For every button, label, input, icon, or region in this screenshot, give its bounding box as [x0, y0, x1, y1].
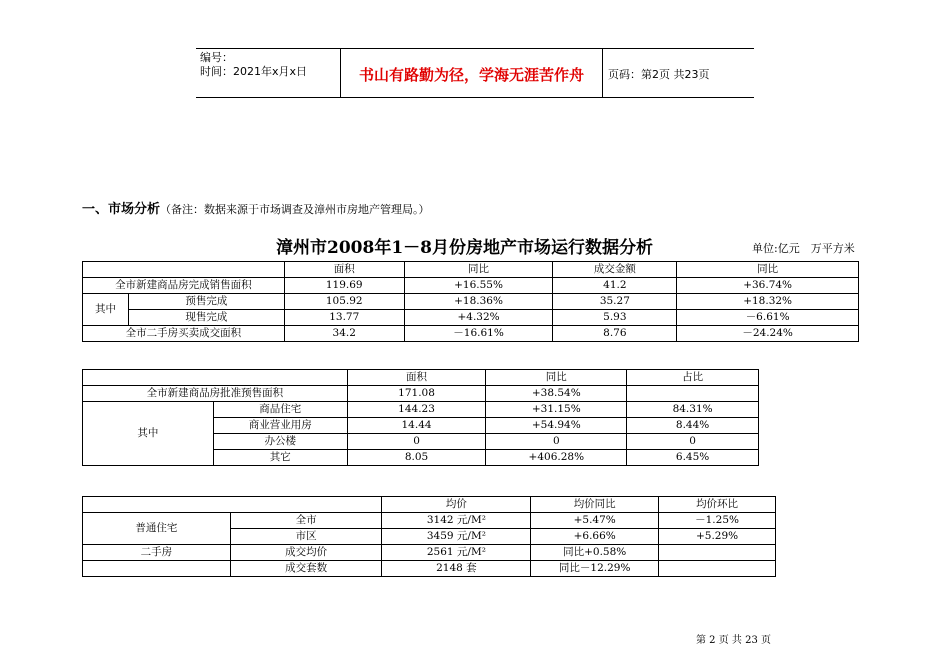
row-label: 现售完成 — [128, 310, 284, 326]
group-label: 普通住宅 — [83, 513, 231, 545]
table-cell: －6.61% — [677, 310, 859, 326]
price-table — [82, 496, 776, 577]
table-cell: 3459 元/M² — [382, 529, 531, 545]
table-header-cell: 同比 — [486, 370, 627, 386]
table-cell: +18.36% — [404, 294, 553, 310]
group-label: 二手房 — [83, 545, 231, 561]
table-header-cell: 均价同比 — [531, 497, 659, 513]
table-row — [83, 513, 776, 529]
page-header — [196, 48, 754, 98]
table-cell: +4.32% — [404, 310, 553, 326]
table-row — [83, 278, 859, 294]
row-label: 全市二手房买卖成交面积 — [83, 326, 285, 342]
table-header-cell: 均价 — [382, 497, 531, 513]
table-cell: 14.44 — [347, 418, 486, 434]
table-cell: 2561 元/M² — [382, 545, 531, 561]
presale-table — [82, 369, 759, 466]
row-label: 商业营业用房 — [213, 418, 347, 434]
section-heading — [82, 198, 430, 217]
group-label: 其中 — [83, 294, 129, 326]
row-label: 成交均价 — [230, 545, 382, 561]
table-row — [83, 386, 759, 402]
table-cell: 84.31% — [627, 402, 759, 418]
table-cell — [83, 561, 231, 577]
table-cell: 2148 套 — [382, 561, 531, 577]
code-label: 编号： — [200, 51, 233, 64]
header-meta — [200, 51, 307, 79]
table-header-row — [83, 497, 776, 513]
table-cell: 34.2 — [284, 326, 404, 342]
table-cell: +18.32% — [677, 294, 859, 310]
report-title: 漳州市2008年1－8月份房地产市场运行数据分析 — [276, 238, 653, 258]
table-row — [83, 402, 759, 418]
table-cell: 5.93 — [553, 310, 677, 326]
table-cell: +36.74% — [677, 278, 859, 294]
table-cell: 144.23 — [347, 402, 486, 418]
table-header-row — [83, 370, 759, 386]
table-cell — [627, 386, 759, 402]
table-cell: 6.45% — [627, 450, 759, 466]
table-cell: +38.54% — [486, 386, 627, 402]
table-cell: 13.77 — [284, 310, 404, 326]
table-cell — [659, 545, 776, 561]
header-motto: 书山有路勤为径，学海无涯苦作舟 — [358, 66, 584, 84]
table-cell: 105.92 — [284, 294, 404, 310]
table-header-row — [83, 262, 859, 278]
row-label: 办公楼 — [213, 434, 347, 450]
table-cell: －1.25% — [659, 513, 776, 529]
page-footer: 第 2 页 共 23 页 — [696, 635, 771, 646]
group-label: 其中 — [83, 402, 214, 466]
table-cell: +16.55% — [404, 278, 553, 294]
table-cell: －16.61% — [404, 326, 553, 342]
table-row — [83, 545, 776, 561]
table-cell — [83, 497, 382, 513]
table-header-cell: 面积 — [347, 370, 486, 386]
table-cell: +6.66% — [531, 529, 659, 545]
row-label: 商品住宅 — [213, 402, 347, 418]
section-title: 一、市场分析 — [82, 202, 161, 217]
table-cell: +54.94% — [486, 418, 627, 434]
header-divider — [602, 49, 603, 97]
table-row — [83, 294, 859, 310]
row-label: 成交套数 — [230, 561, 382, 577]
table-cell: 8.44% — [627, 418, 759, 434]
table-cell: 同比－12.29% — [531, 561, 659, 577]
table-header-cell: 同比 — [677, 262, 859, 278]
row-label: 预售完成 — [128, 294, 284, 310]
row-label: 全市新建商品房完成销售面积 — [83, 278, 285, 294]
table-row — [83, 310, 859, 326]
row-label: 全市新建商品房批准预售面积 — [83, 386, 348, 402]
table-cell: 8.76 — [553, 326, 677, 342]
table-cell: +406.28% — [486, 450, 627, 466]
table-cell: 0 — [627, 434, 759, 450]
row-label: 市区 — [230, 529, 382, 545]
table-cell — [83, 262, 285, 278]
table-cell — [659, 561, 776, 577]
table-row — [83, 326, 859, 342]
sales-table — [82, 261, 859, 342]
table-cell: 171.08 — [347, 386, 486, 402]
time-label: 时间：2021年x月x日 — [200, 65, 308, 78]
section-note: （备注：数据来源于市场调查及漳州市房地产管理局。） — [160, 203, 430, 216]
table-cell: 0 — [347, 434, 486, 450]
table-header-cell: 均价环比 — [659, 497, 776, 513]
table-cell: 0 — [486, 434, 627, 450]
table-header-cell: 面积 — [284, 262, 404, 278]
table-cell: －24.24% — [677, 326, 859, 342]
table-cell: +5.47% — [531, 513, 659, 529]
row-label: 全市 — [230, 513, 382, 529]
table-cell: 35.27 — [553, 294, 677, 310]
table-header-cell: 同比 — [404, 262, 553, 278]
table-cell — [83, 370, 348, 386]
table-cell: 8.05 — [347, 450, 486, 466]
header-page-info: 页码：第2页 共23页 — [608, 68, 710, 81]
table-header-cell: 占比 — [627, 370, 759, 386]
table-cell: 41.2 — [553, 278, 677, 294]
row-label: 其它 — [213, 450, 347, 466]
table-cell: 3142 元/M² — [382, 513, 531, 529]
unit-label: 单位:亿元 万平方米 — [752, 242, 855, 255]
table-row — [83, 561, 776, 577]
table-cell: 119.69 — [284, 278, 404, 294]
table-header-cell: 成交金额 — [553, 262, 677, 278]
table-cell: +5.29% — [659, 529, 776, 545]
table-cell: 同比+0.58% — [531, 545, 659, 561]
table-cell: +31.15% — [486, 402, 627, 418]
